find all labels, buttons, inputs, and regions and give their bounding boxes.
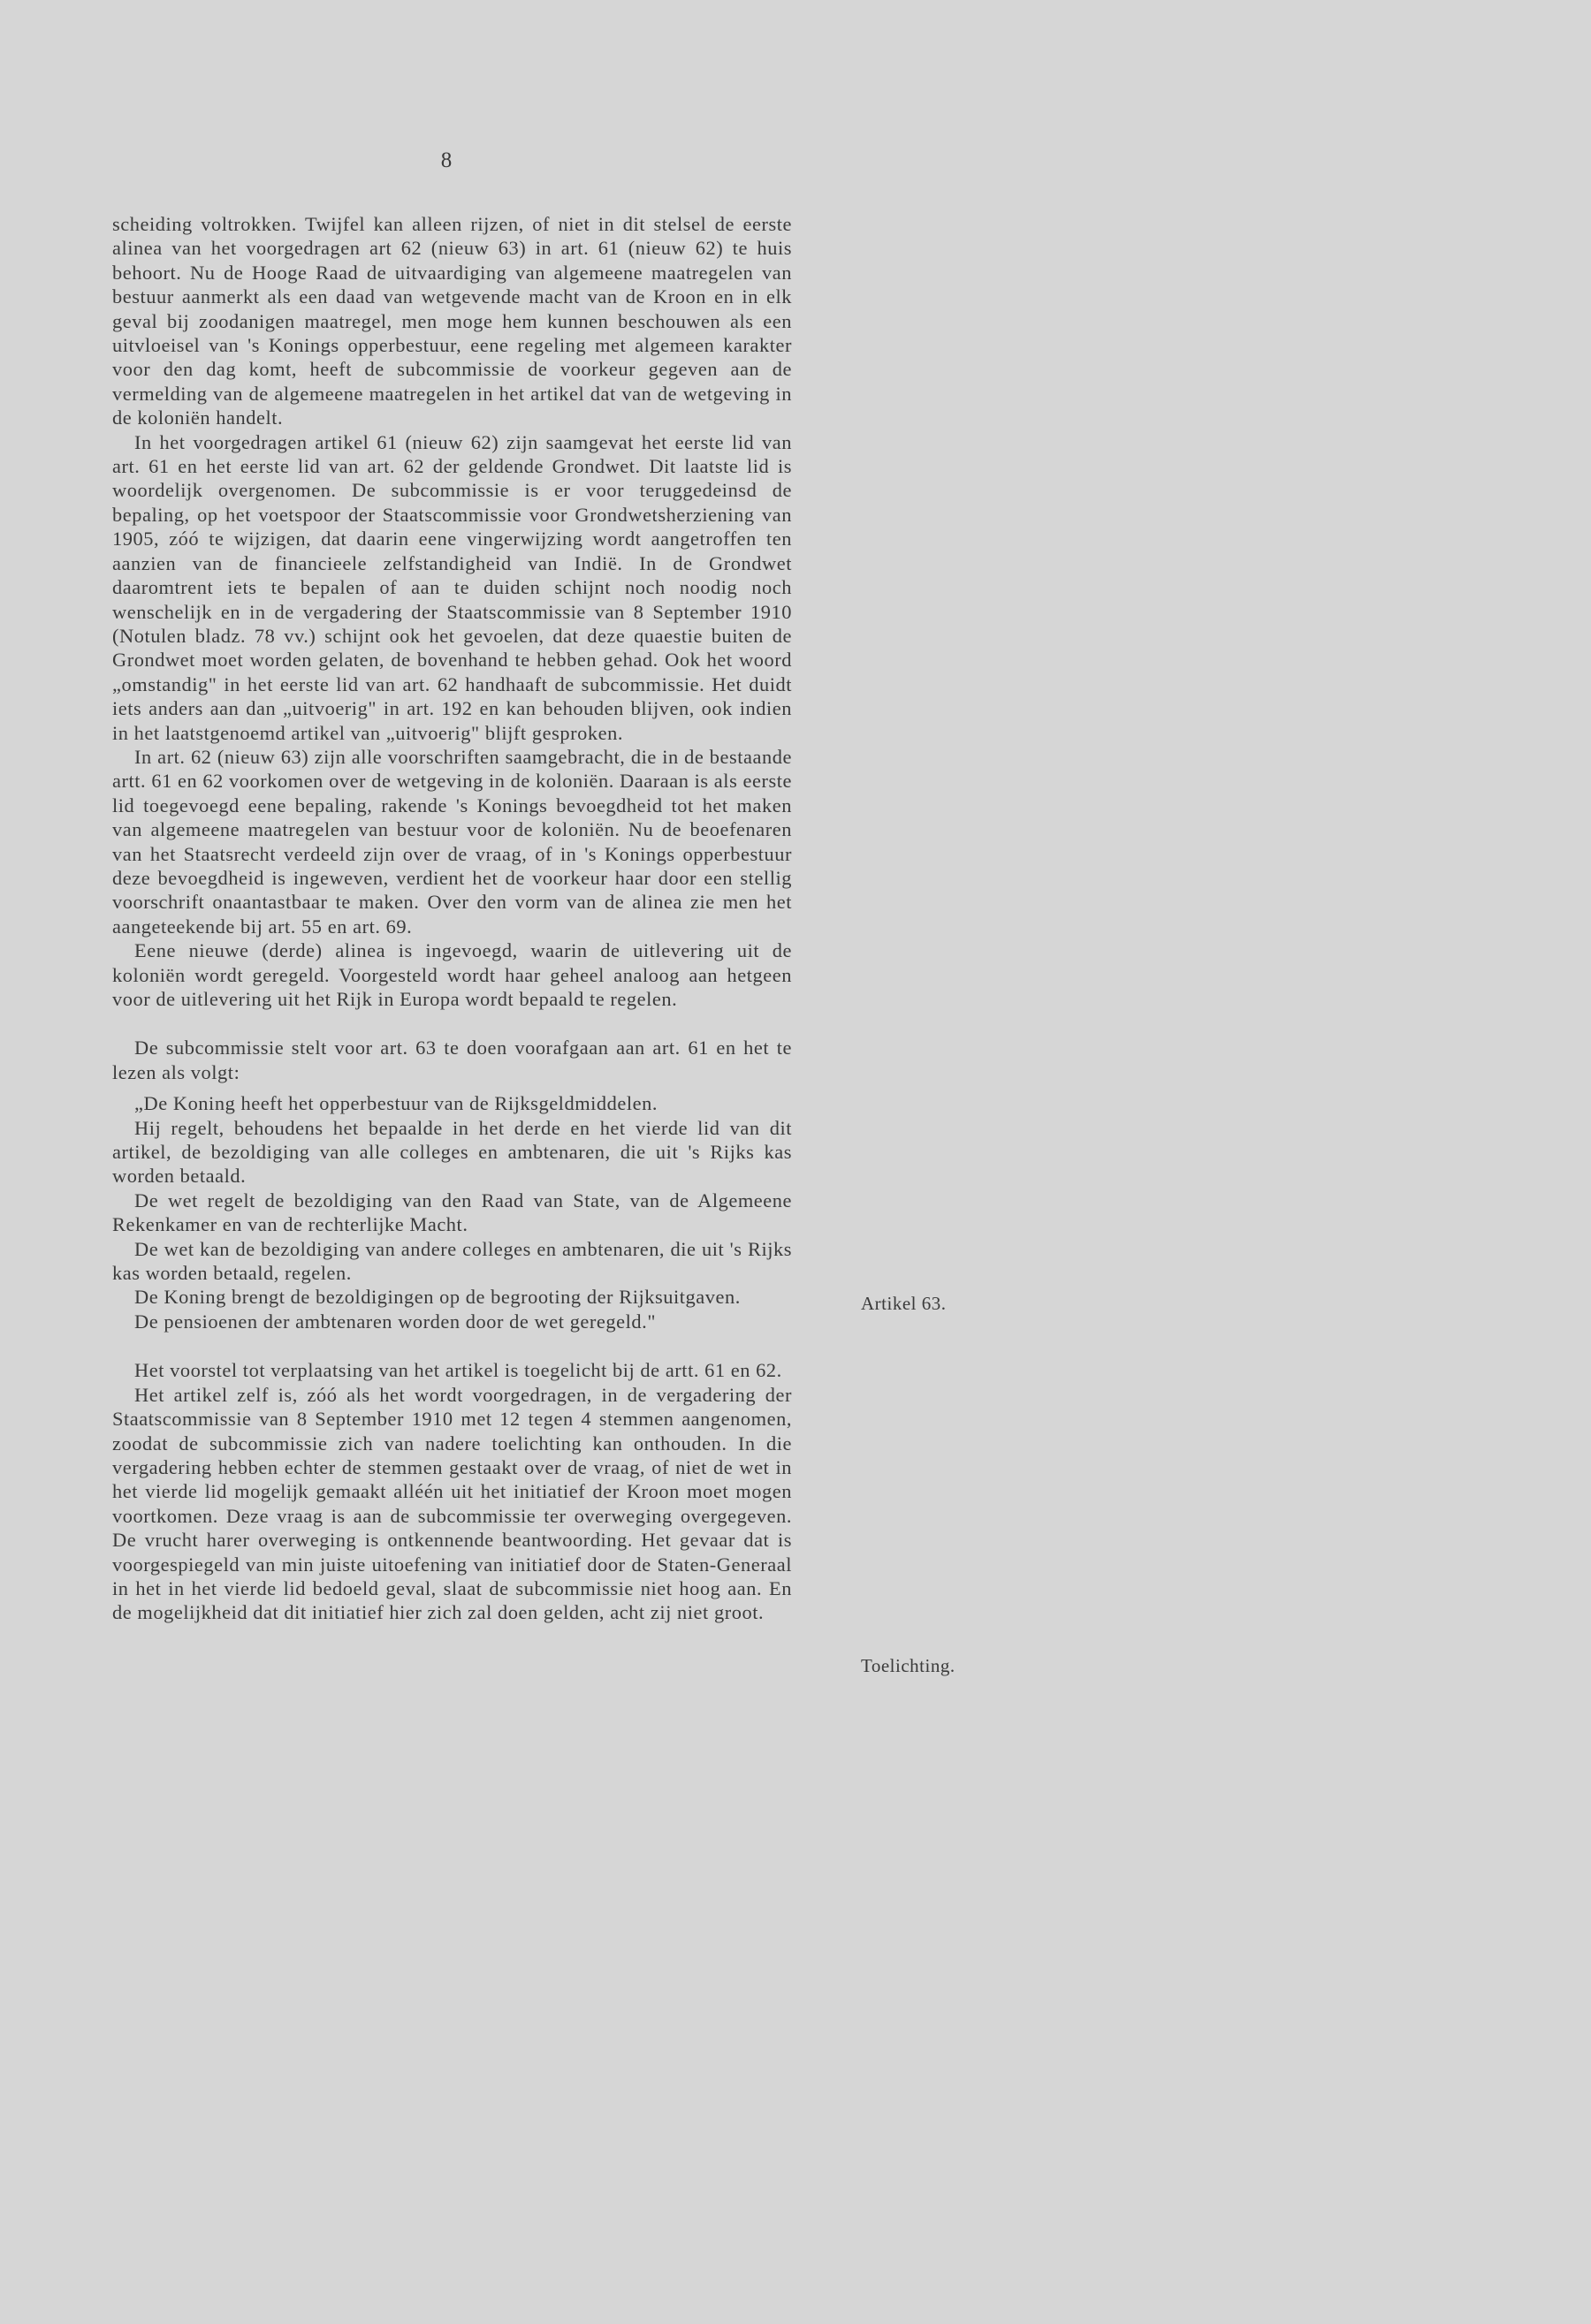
margin-note-article: Artikel 63.	[861, 1293, 947, 1314]
main-text	[112, 212, 792, 1625]
paragraph: In art. 62 (nieuw 63) zijn alle voorschriften saamgebracht, die in de bestaande artt. 61 en 62 voorkomen over de wetgeving in de koloniën. Daaraan is als eerste lid toegevoegd eene bepaling, rakende 's Konings bevoegdheid tot het maken van algemeene maatregelen van bestuur voor de koloniën. Nu de beoefenaren van het Staatsrecht verdeeld zijn over de vraag, of in 's Konings opperbestuur deze bevoegdheid is ingeweven, verdient het de voorkeur haar door een stellig voorschrift onaantastbaar te maken. Over den vorm van de alinea zie men het aangeteekende bij art. 55 en art. 69.	[112, 745, 792, 938]
quoted-paragraph: De wet regelt de bezoldiging van den Raad van State, van de Algemeene Rekenkamer en van de rechterlijke Macht.	[112, 1189, 792, 1236]
paragraph: scheiding voltrokken. Twijfel kan alleen rijzen, of niet in dit stelsel de eerste alinea van het voorgedragen art 62 (nieuw 63) in art. 61 (nieuw 62) te huis behoort. Nu de Hooge Raad de uitvaardiging van algemeene maatregelen van bestuur aanmerkt als een daad van wetgevende macht van de Kroon en in elk geval bij zoodanigen maatregel, men moge hem kunnen beschouwen als een uitvloeisel van 's Konings opperbestuur, eene regeling met algemeen karakter voor den dag komt, heeft de subcommissie de voorkeur gegeven aan de vermelding van de algemeene maatregelen in het artikel dat van de wetgeving in de koloniën handelt.	[112, 213, 792, 429]
quoted-paragraph: Hij regelt, behoudens het bepaalde in het derde en het vierde lid van dit artikel, de bezoldiging van alle colleges en ambtenaren, die uit 's Rijks kas worden betaald.	[112, 1116, 792, 1188]
margin-note-explanation: Toelichting.	[861, 1655, 955, 1676]
paragraph: Het artikel zelf is, zóó als het wordt voorgedragen, in de vergadering der Staatscommissie van 8 September 1910 met 12 tegen 4 stemmen aangenomen, zoodat de subcommissie zich van nadere toelichting kan onthouden. In die vergadering hebben echter de stemmen gestaakt over de vraag, of niet de wet in het vierde lid mogelijk gemaakt alléén uit het initiatief der Kroon moet mogen voortkomen. Deze vraag is aan de subcommissie ter overweging overgegeven. De vrucht harer overweging is ontkennende beantwoording. Het gevaar dat is voorgespiegeld van min juiste uitoefening van initiatief door de Staten-Generaal in het in het vierde lid bedoeld geval, slaat de subcommissie niet hoog aan. En de mogelijkheid dat dit initiatief hier zich zal doen gelden, acht zij niet groot.	[112, 1383, 792, 1624]
quoted-paragraph: „De Koning heeft het opperbestuur van de Rijksgeldmiddelen.	[134, 1092, 658, 1115]
quoted-paragraph: De pensioenen der ambtenaren worden door de wet geregeld."	[134, 1310, 657, 1333]
page-number: 8	[440, 148, 453, 172]
paragraph: De subcommissie stelt voor art. 63 te doen voorafgaan aan art. 61 en het te lezen als volgt:	[112, 1037, 792, 1083]
paragraph: Eene nieuwe (derde) alinea is ingevoegd, waarin de uitlevering uit de koloniën wordt geregeld. Voorgesteld wordt haar geheel analoog aan hetgeen voor de uitlevering uit het Rijk in Europa wordt bepaald te regelen.	[112, 939, 792, 1010]
quoted-paragraph: De Koning brengt de bezoldigingen op de begrooting der Rijksuitgaven.	[134, 1286, 741, 1309]
quoted-paragraph: De wet kan de bezoldiging van andere colleges en ambtenaren, die uit 's Rijks kas worden betaald, regelen.	[112, 1237, 792, 1285]
paragraph: In het voorgedragen artikel 61 (nieuw 62) zijn saamgevat het eerste lid van art. 61 en het eerste lid van art. 62 der geldende Grondwet. Dit laatste lid is woordelijk overgenomen. De subcommissie is er voor teruggedeinsd de bepaling, op het voetspoor der Staatscommissie voor Grondwetsherziening van 1905, zóó te wijzigen, dat daarin eene vingerwijzing wordt aangetroffen ten aanzien van de financieele zelfstandigheid van Indië. In de Grondwet daaromtrent iets te bepalen of aan te duiden schijnt noch noodig noch wenschelijk en in de vergadering der Staatscommissie van 8 September 1910 (Notulen bladz. 78 vv.) schijnt ook het gevoelen, dat deze quaestie buiten de Grondwet moet worden gelaten, de bovenhand te hebben gehad. Ook het woord „omstandig" in het eerste lid van art. 62 handhaaft de subcommissie. Het duidt iets anders aan dan „uitvoerig" in art. 192 en kan behouden blijven, ook indien in het laatstgenoemd artikel van „uitvoerig" blijft gesproken.	[112, 430, 792, 744]
paragraph: Het voorstel tot verplaatsing van het artikel is toegelicht bij de artt. 61 en 62.	[134, 1359, 782, 1382]
